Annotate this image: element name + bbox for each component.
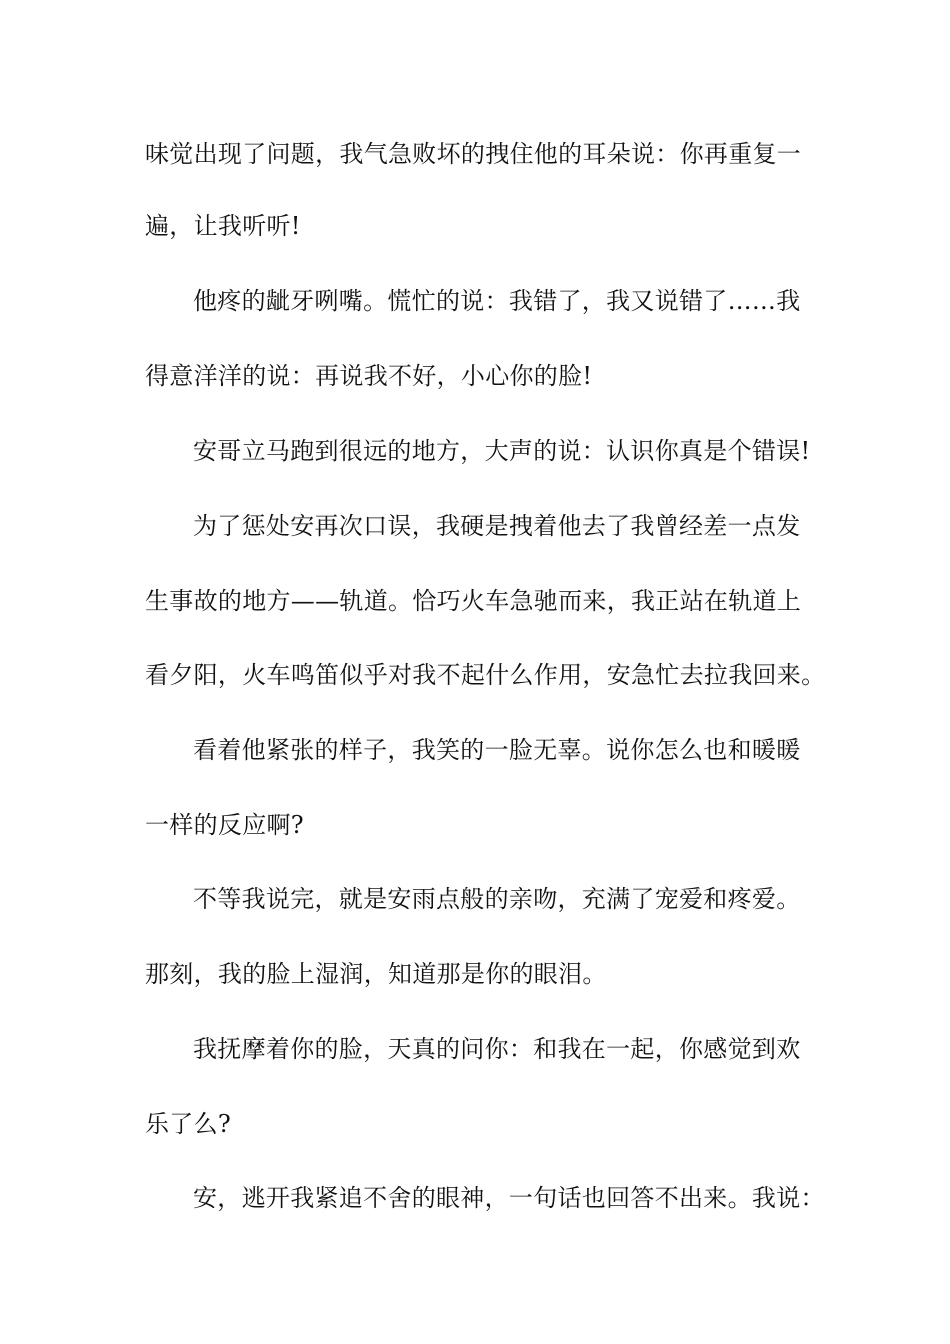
- text-line: 乐了么?: [145, 1110, 232, 1138]
- text-line: 遍，让我听听!: [145, 212, 301, 240]
- paragraph-line: 我抚摩着你的脸，天真的问你：和我在一起，你感觉到欢: [193, 1035, 801, 1063]
- paragraph-line: 他疼的龇牙咧嘴。慌忙的说：我错了，我又说错了……我: [193, 287, 801, 315]
- paragraph-line: 安哥立马跑到很远的地方，大声的说：认识你真是个错误!: [193, 437, 811, 465]
- text-line: 生事故的地方——轨道。恰巧火车急驰而来，我正站在轨道上: [145, 587, 802, 615]
- text-line: 一样的反应啊?: [145, 811, 304, 839]
- paragraph-line: 看着他紧张的样子，我笑的一脸无辜。说你怎么也和暖暖: [193, 736, 801, 764]
- text-line: 味觉出现了问题，我气急败坏的拽住他的耳朵说：你再重复一: [145, 140, 802, 168]
- text-line: 那刻，我的脸上湿润，知道那是你的眼泪。: [145, 960, 607, 988]
- paragraph-line: 不等我说完，就是安雨点般的亲吻，充满了宠爱和疼爱。: [193, 885, 801, 913]
- paragraph-line: 为了惩处安再次口误，我硬是拽着他去了我曾经差一点发: [193, 512, 801, 540]
- text-line: 看夕阳，火车鸣笛似乎对我不起什么作用，安急忙去拉我回来。: [145, 661, 826, 689]
- paragraph-line: 安，逃开我紧追不舍的眼神，一句话也回答不出来。我说：: [193, 1184, 825, 1212]
- text-line: 得意洋洋的说：再说我不好，小心你的脸!: [145, 362, 593, 390]
